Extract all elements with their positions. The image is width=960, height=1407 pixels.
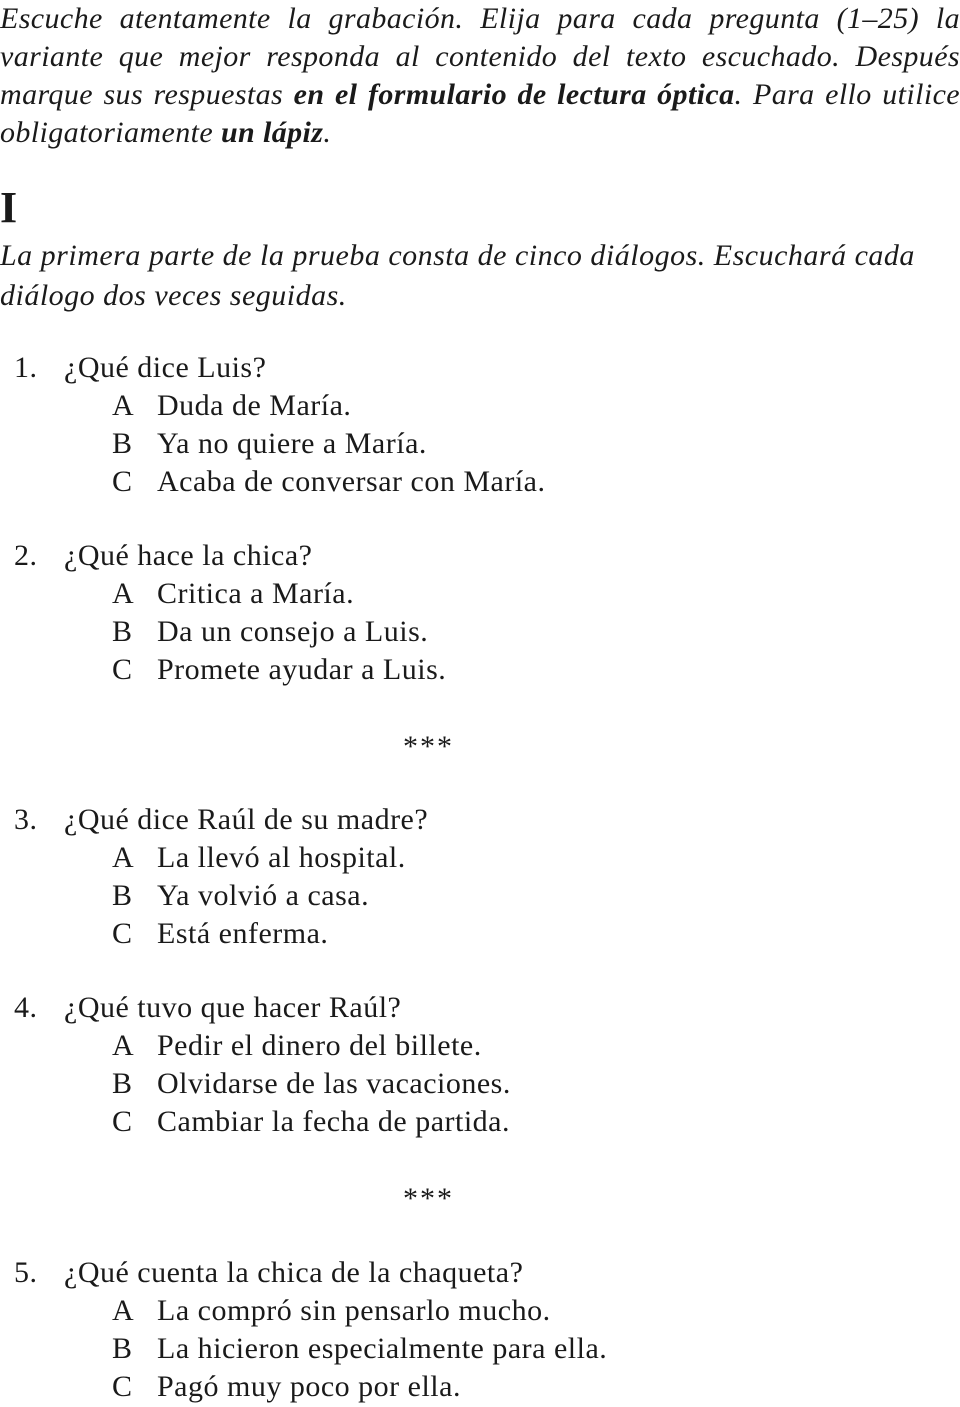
- section-separator: ***: [403, 730, 454, 763]
- question-3: [0, 801, 960, 953]
- option-letter: A: [112, 577, 135, 610]
- option-letter: C: [112, 1105, 133, 1138]
- option-letter: B: [112, 427, 133, 460]
- question-2: [0, 537, 960, 689]
- question-line: [0, 801, 960, 839]
- option-b: [0, 877, 960, 915]
- option-letter: B: [112, 879, 133, 912]
- option-text: Pedir el dinero del billete.: [157, 1029, 482, 1062]
- option-letter: A: [112, 1029, 135, 1062]
- question-line: [0, 349, 960, 387]
- question-number: 2.: [14, 539, 38, 572]
- option-letter: C: [112, 465, 133, 498]
- section-heading: I: [0, 183, 18, 232]
- option-letter: B: [112, 615, 133, 648]
- question-line: [0, 1254, 960, 1292]
- option-letter: A: [112, 389, 135, 422]
- question-1: [0, 349, 960, 501]
- option-text: La llevó al hospital.: [157, 841, 406, 874]
- instructions-bold-pencil: un lápiz: [220, 116, 324, 149]
- question-line: [0, 989, 960, 1027]
- question-text: ¿Qué dice Raúl de su madre?: [64, 803, 429, 836]
- question-number: 1.: [14, 351, 38, 384]
- option-text: Ya volvió a casa.: [157, 879, 370, 912]
- option-text: Ya no quiere a María.: [157, 427, 427, 460]
- option-text: Da un consejo a Luis.: [157, 615, 429, 648]
- instructions-bold-form: en el formulario de lectura óptica: [293, 78, 735, 111]
- question-text: ¿Qué dice Luis?: [64, 351, 267, 384]
- option-b: [0, 425, 960, 463]
- option-letter: A: [112, 1294, 135, 1327]
- option-text: Pagó muy poco por ella.: [157, 1370, 461, 1403]
- question-text: ¿Qué tuvo que hacer Raúl?: [64, 991, 402, 1024]
- question-line: [0, 537, 960, 575]
- question-number: 4.: [14, 991, 38, 1024]
- option-text: Critica a María.: [157, 577, 355, 610]
- option-a: [0, 839, 960, 877]
- option-b: [0, 613, 960, 651]
- option-letter: A: [112, 841, 135, 874]
- question-number: 3.: [14, 803, 38, 836]
- option-c: [0, 1368, 960, 1406]
- option-text: Cambiar la fecha de partida.: [157, 1105, 510, 1138]
- option-a: [0, 1292, 960, 1330]
- option-c: [0, 1103, 960, 1141]
- instructions-text-3: .: [323, 116, 332, 149]
- option-text: Duda de María.: [157, 389, 352, 422]
- option-letter: C: [112, 917, 133, 950]
- option-text: La compró sin pensarlo mucho.: [157, 1294, 551, 1327]
- section-description: La primera parte de la prueba consta de cinco diálogos. Escuchará cada diálogo dos veces seguidas.: [0, 239, 915, 312]
- instructions-paragraph: [0, 0, 960, 152]
- option-c: [0, 651, 960, 689]
- option-text: Olvidarse de las vacaciones.: [157, 1067, 511, 1100]
- question-text: ¿Qué cuenta la chica de la chaqueta?: [64, 1256, 524, 1289]
- question-number: 5.: [14, 1256, 38, 1289]
- instructions-text-1: Escuche atentamente la grabación. Elija para cada pregunta (1–25) la variante que mejor responda al contenido del texto escuchado. Después marque sus respuestas: [0, 2, 960, 111]
- instructions-text-2: . Para ello utilice obligatoriamente: [0, 78, 960, 149]
- option-a: [0, 575, 960, 613]
- option-a: [0, 1027, 960, 1065]
- option-letter: C: [112, 1370, 133, 1403]
- option-c: [0, 463, 960, 501]
- option-text: Promete ayudar a Luis.: [157, 653, 447, 686]
- question-4: [0, 989, 960, 1141]
- option-b: [0, 1330, 960, 1368]
- option-text: Acaba de conversar con María.: [157, 465, 546, 498]
- option-a: [0, 387, 960, 425]
- option-letter: C: [112, 653, 133, 686]
- option-letter: B: [112, 1067, 133, 1100]
- option-text: La hicieron especialmente para ella.: [157, 1332, 608, 1365]
- option-letter: B: [112, 1332, 133, 1365]
- option-text: Está enferma.: [157, 917, 329, 950]
- option-b: [0, 1065, 960, 1103]
- option-c: [0, 915, 960, 953]
- section-separator: ***: [403, 1182, 454, 1215]
- question-5: [0, 1254, 960, 1406]
- question-text: ¿Qué hace la chica?: [64, 539, 313, 572]
